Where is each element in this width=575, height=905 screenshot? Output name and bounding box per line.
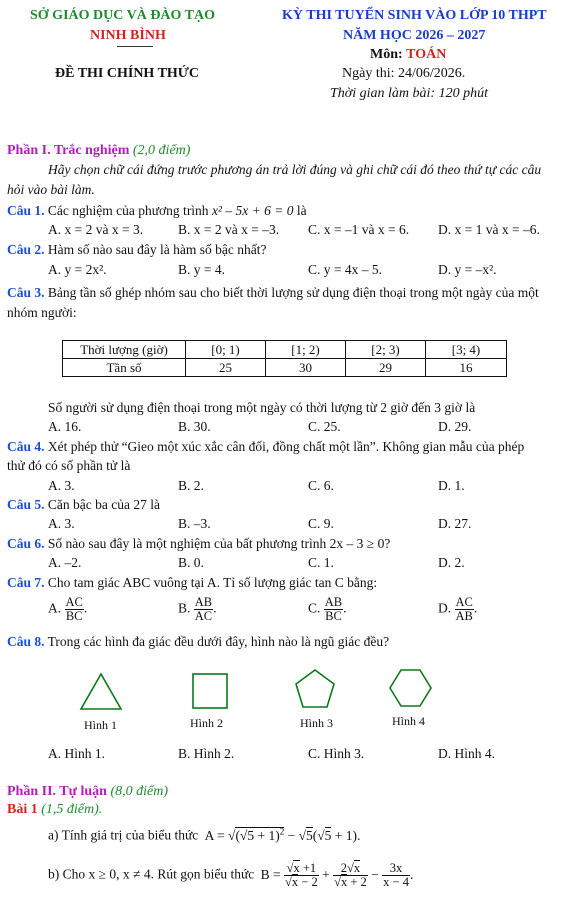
table-cell: Tần số (63, 359, 186, 377)
q1-option-b: B. x = 2 và x = –3. (178, 222, 280, 237)
q2-text: Hàm số nào sau đây là hàm số bậc nhất? (47, 242, 267, 257)
q4-text-line1: Xét phép thử “Gieo một xúc xắc cân đối, đồng chất một lần”. Không gian mẫu của phép (47, 439, 525, 454)
q4-label: Câu 4. (7, 439, 45, 454)
q7-option-b: B. $\frac{AB}{AC}$ . (178, 595, 217, 623)
figure-2-label: Hình 2 (190, 716, 223, 730)
q3-text-line1: Bảng tần số ghép nhóm sau cho biết thời lượng sử dụng điện thoại trong một ngày của một (47, 285, 539, 300)
q3-question: Số người sử dụng điện thoại trong một ngày có thời lượng từ 2 giờ đến 3 giờ là (48, 400, 476, 415)
numerator: AC (455, 595, 473, 609)
numerator: AB (324, 595, 343, 609)
table-cell: [2; 3) (346, 341, 426, 359)
q8-text: Trong các hình đa giác đều dưới đây, hình nào là ngũ giác đều? (47, 634, 390, 649)
numerator: AB (194, 595, 213, 609)
subject-line (370, 47, 446, 63)
exam-duration: Thời gian làm bài: 120 phút (330, 86, 488, 101)
exam-date: Ngày thi: 24/06/2026. (342, 66, 466, 81)
table-cell: [1; 2) (266, 341, 346, 359)
q3-option-c: C. 25. (308, 419, 341, 434)
q7-text: Cho tam giác ABC vuông tại A. Tỉ số lượng giác tan C bằng: (47, 575, 378, 590)
q1-option-c: C. x = –1 và x = 6. (308, 222, 410, 237)
bai1-part-a (48, 826, 360, 844)
table-cell: 29 (346, 359, 426, 377)
q5-label: Câu 5. (7, 497, 45, 512)
part1-heading (7, 143, 190, 159)
q2-option-b: B. y = 4. (178, 262, 225, 277)
q6-option-a: A. –2. (48, 555, 82, 570)
question-4 (7, 439, 524, 455)
q8-label: Câu 8. (7, 634, 45, 649)
denominator: BC (325, 609, 342, 623)
pentagon-shape (296, 670, 334, 707)
official-label: ĐỀ THI CHÍNH THỨC (55, 66, 200, 81)
q1-tail: là (296, 203, 307, 218)
q5-option-a: A. 3. (48, 516, 75, 531)
q5-text: Căn bậc ba của 27 là (47, 497, 160, 512)
question-8 (7, 634, 389, 650)
q6-option-d: D. 2. (438, 555, 465, 570)
subject-label: Môn: (370, 47, 403, 62)
numerator: AC (65, 595, 83, 609)
q8-option-c: C. Hình 3. (308, 746, 365, 761)
q8-option-d: D. Hình 4. (438, 746, 495, 761)
table-row (63, 341, 507, 359)
q7-option-a: A. $\frac{AC}{BC}$ . (48, 595, 88, 623)
q8-option-a: A. Hình 1. (48, 746, 105, 761)
province-underline (117, 46, 153, 47)
q2-option-a: A. y = 2x². (48, 262, 107, 277)
expression-a: $A = √(√5 + 1)^2 - √5(√5 + 1)$. (204, 826, 361, 843)
square-shape (193, 674, 227, 708)
triangle-shape (81, 674, 121, 709)
part2-title: Phần II. Tự luận (7, 784, 107, 799)
q6-label: Câu 6. (7, 536, 45, 551)
figure-1-label: Hình 1 (84, 718, 117, 732)
q5-option-b: B. –3. (178, 516, 211, 531)
figure-4-label: Hình 4 (392, 714, 425, 728)
fraction-3: $\frac{3x}{x - 4}$ (383, 861, 409, 889)
q8-option-b: B. Hình 2. (178, 746, 235, 761)
q7-b-fraction (194, 596, 213, 623)
bai1-points: (1,5 điểm). (41, 802, 103, 817)
q7-option-c: C. $\frac{AB}{BC}$ . (308, 595, 347, 623)
table-row (63, 359, 507, 377)
polygon-figures (0, 660, 575, 720)
q3-text-line2: nhóm người: (7, 305, 77, 320)
q1-label: Câu 1. (7, 203, 45, 218)
department-line: SỞ GIÁO DỤC VÀ ĐÀO TẠO (30, 8, 216, 23)
hexagon-shape (390, 670, 431, 706)
question-7 (7, 575, 377, 591)
table-cell: 30 (266, 359, 346, 377)
q2-option-d: D. y = –x². (438, 262, 497, 277)
table-cell: [0; 1) (186, 341, 266, 359)
table-cell: [3; 4) (426, 341, 507, 359)
part1-title: Phần I. Trắc nghiệm (7, 143, 130, 158)
q3-option-d: D. 29. (438, 419, 472, 434)
part2-heading (7, 784, 168, 800)
part1-instruction-line2: hỏi vào bài làm. (7, 182, 95, 197)
q5-option-c: C. 9. (308, 516, 334, 531)
q7-d-letter: D. (438, 600, 452, 616)
q3-label: Câu 3. (7, 285, 45, 300)
q4-option-b: B. 2. (178, 478, 204, 493)
subject-name: TOÁN (406, 47, 447, 62)
question-5 (7, 497, 160, 513)
q1-equation: x² – 5x + 6 = 0 (211, 203, 294, 218)
q1-text: Các nghiệm của phương trình (47, 203, 209, 218)
q3-option-a: A. 16. (48, 419, 82, 434)
q7-d-fraction (455, 596, 474, 623)
q2-label: Câu 2. (7, 242, 45, 257)
question-3 (7, 285, 539, 301)
denominator: BC (65, 609, 83, 623)
table-cell: Thời lượng (giờ) (63, 341, 186, 359)
denominator: AC (194, 609, 213, 623)
fraction-2: $\frac{2√x}{√x + 2}$ (334, 861, 367, 889)
q6-option-b: B. 0. (178, 555, 204, 570)
q4-option-a: A. 3. (48, 478, 75, 493)
school-year: NĂM HỌC 2026 – 2027 (343, 28, 486, 43)
part1-points: (2,0 điểm) (132, 143, 191, 158)
bai1-a-text: a) Tính giá trị của biểu thức (48, 827, 199, 843)
bai1-b-text: b) Cho x ≥ 0, x ≠ 4. Rút gọn biểu thức (48, 866, 255, 882)
q7-option-d: D. $\frac{AC}{AB}$ . (438, 595, 478, 623)
fraction-1: $\frac{√x +1}{√x - 2}$ (285, 861, 318, 889)
q7-b-letter: B. (178, 600, 191, 616)
q7-c-fraction (324, 596, 343, 623)
figure-3-label: Hình 3 (300, 716, 333, 730)
q2-option-c: C. y = 4x – 5. (308, 262, 382, 277)
q7-c-letter: C. (308, 600, 321, 616)
frequency-table (62, 340, 507, 377)
expression-b: B = $\frac{√x +1}{√x - 2}$ + $\frac{2√x}{√x + 2}$ − $\frac{3x}{x - 4}$ . (260, 861, 414, 889)
exam-title: KỲ THI TUYỂN SINH VÀO LỚP 10 THPT (282, 8, 547, 23)
question-2 (7, 242, 266, 258)
table-cell: 16 (426, 359, 507, 377)
bai1-label: Bài 1 (7, 802, 38, 817)
q4-text-line2: thử đó có số phần tử là (7, 458, 131, 473)
q5-option-d: D. 27. (438, 516, 472, 531)
q7-a-letter: A. (48, 600, 62, 616)
q7-label: Câu 7. (7, 575, 45, 590)
q6-text: Số nào sau đây là một nghiệm của bất phương trình 2x – 3 ≥ 0? (47, 536, 391, 551)
part1-instruction-line1: Hãy chọn chữ cái đứng trước phương án trả lời đúng và ghi chữ cái đó theo thứ tự các câu (48, 162, 542, 177)
question-1 (7, 203, 307, 219)
q7-a-fraction (65, 596, 84, 623)
question-6 (7, 536, 390, 552)
part2-points: (8,0 điểm) (110, 784, 169, 799)
q4-option-c: C. 6. (308, 478, 334, 493)
table-cell: 25 (186, 359, 266, 377)
denominator: AB (455, 609, 473, 623)
q1-option-a: A. x = 2 và x = 3. (48, 222, 144, 237)
q4-option-d: D. 1. (438, 478, 465, 493)
bai1-heading (7, 802, 102, 818)
bai1-part-b (48, 862, 413, 889)
q6-option-c: C. 1. (308, 555, 334, 570)
q3-option-b: B. 30. (178, 419, 211, 434)
province-name: NINH BÌNH (90, 28, 166, 43)
q1-option-d: D. x = 1 và x = –6. (438, 222, 540, 237)
